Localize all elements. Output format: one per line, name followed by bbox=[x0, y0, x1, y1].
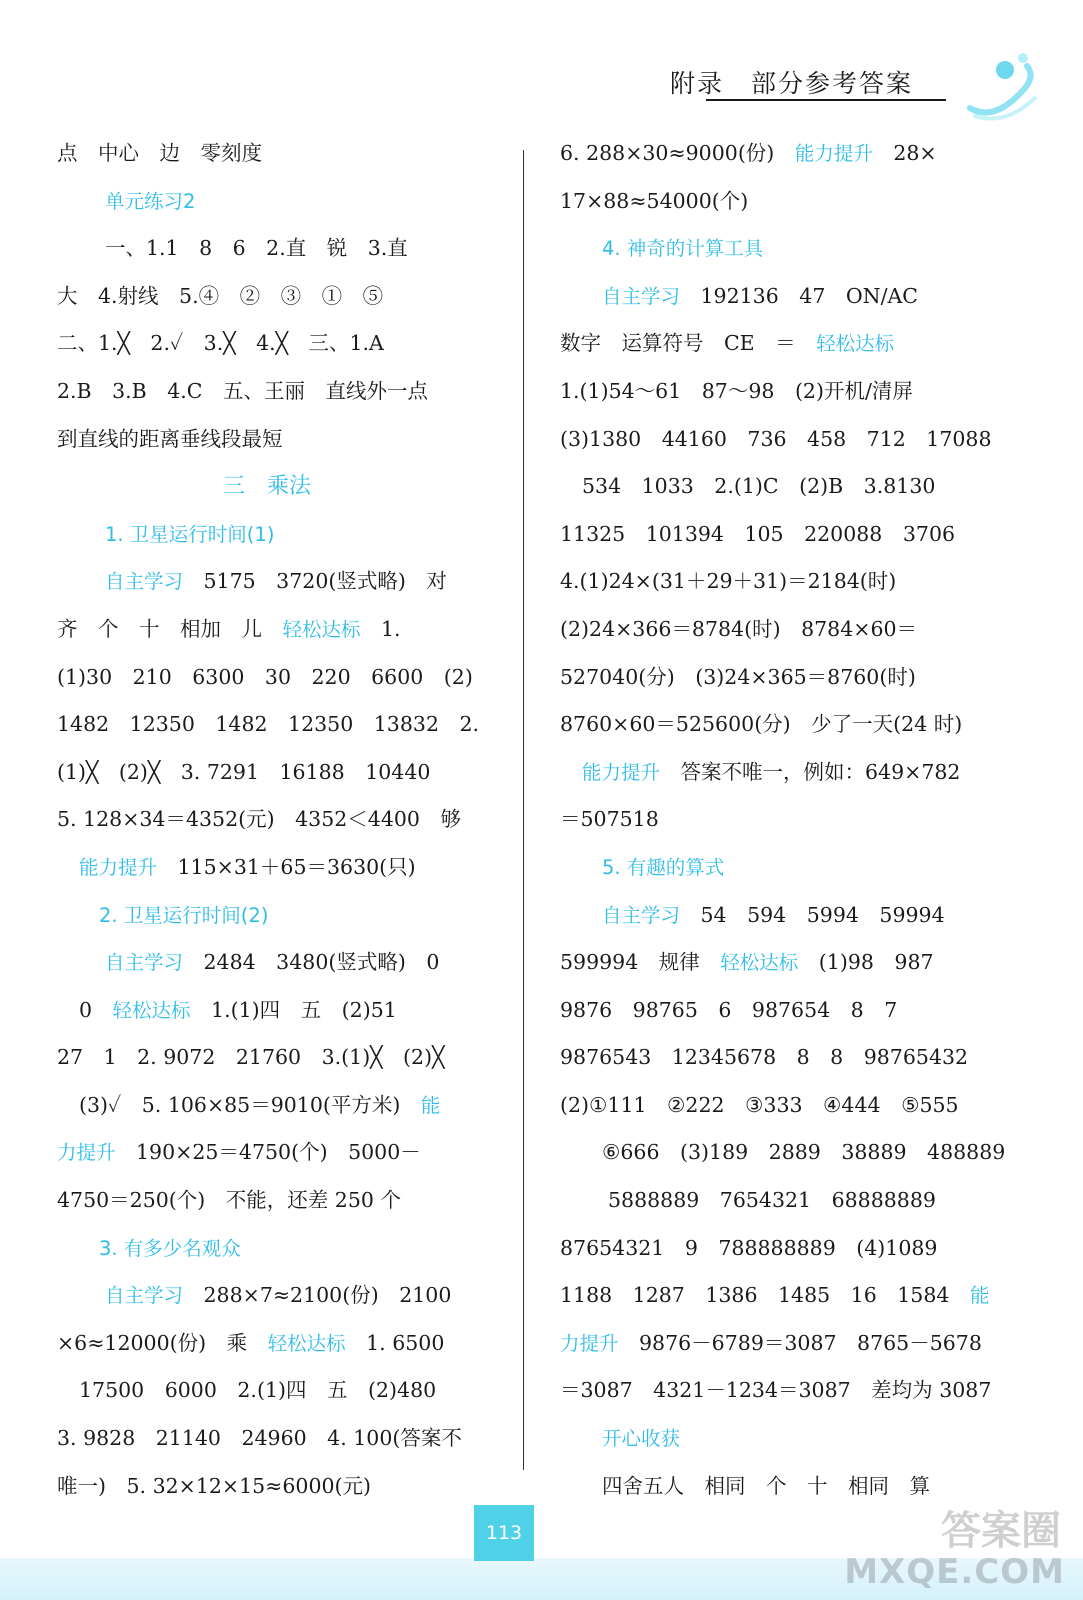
right-column-line bbox=[560, 1367, 992, 1415]
left-column-line bbox=[57, 273, 477, 321]
right-column-line bbox=[560, 130, 980, 178]
answer-text: 8760×60＝525600(分) 少了一天(24 时) bbox=[560, 712, 963, 737]
right-column-line bbox=[560, 987, 980, 1035]
answer-text: 3. 9828 21140 24960 4. 100(答案不 bbox=[57, 1426, 462, 1451]
right-column-line bbox=[560, 606, 980, 654]
highlight-label: 能 bbox=[969, 1284, 990, 1308]
highlight-label: 1. 卫星运行时间(1) bbox=[105, 522, 275, 546]
page-header bbox=[0, 0, 1083, 120]
answer-text: 1188 1287 1386 1485 16 1584 bbox=[560, 1283, 970, 1308]
highlight-label: 能 bbox=[420, 1093, 441, 1117]
highlight-label: 力提升 bbox=[560, 1331, 619, 1355]
highlight-label: 三 乘法 bbox=[222, 474, 311, 500]
right-column-line bbox=[560, 1177, 980, 1225]
answer-text: 6. 288×30≈9000(份) bbox=[560, 141, 795, 165]
left-column-line bbox=[57, 463, 477, 511]
answer-text: 齐 个 十 相加 儿 bbox=[57, 616, 283, 641]
highlight-label: 5. 有趣的算式 bbox=[602, 855, 725, 879]
highlight-label: 轻松达标 bbox=[816, 332, 895, 356]
answer-text: 599994 规律 bbox=[560, 950, 721, 975]
answer-text: ×6≈12000(份) 乘 bbox=[57, 1330, 268, 1355]
right-column-line bbox=[560, 1034, 980, 1082]
highlight-label: 单元练习2 bbox=[105, 189, 196, 213]
left-column-line bbox=[57, 1129, 477, 1177]
highlight-label: 轻松达标 bbox=[282, 617, 361, 641]
answer-text: 四舍五人 相同 个 十 相同 算 bbox=[602, 1473, 930, 1498]
right-column-line bbox=[560, 1129, 1006, 1177]
watermark-line2: MXQE.COM bbox=[844, 1552, 1065, 1592]
highlight-label: 4. 神奇的计算工具 bbox=[602, 237, 764, 261]
watermark-logo bbox=[844, 1502, 1065, 1592]
answer-text: 17×88≈54000(个) bbox=[560, 188, 749, 213]
answer-text: 192136 47 ON/AC bbox=[680, 283, 918, 308]
right-column-line bbox=[560, 463, 980, 511]
answer-text: 大 4.射线 5.④ ② ③ ① ⑤ bbox=[57, 283, 384, 308]
answer-text: 1.(1)54～61 87～98 (2)开机/清屏 bbox=[560, 378, 913, 403]
answer-text: 28× bbox=[872, 141, 937, 165]
answer-text: 二、1.╳ 2.✓ 3.╳ 4.╳ 三、1.A bbox=[57, 331, 384, 356]
highlight-label: 轻松达标 bbox=[720, 951, 799, 975]
answer-text: 答案不唯一，例如：649×782 bbox=[660, 759, 961, 784]
right-column-line bbox=[560, 1082, 980, 1130]
answer-text: 87654321 9 788888889 (4)1089 bbox=[560, 1235, 938, 1260]
highlight-label: 开心收获 bbox=[602, 1427, 681, 1451]
left-column-line bbox=[57, 892, 477, 940]
right-column-line bbox=[560, 844, 980, 892]
answer-text: 9876543 12345678 8 8 98765432 bbox=[560, 1045, 969, 1070]
right-column-line bbox=[560, 1415, 980, 1463]
left-column-line bbox=[57, 511, 477, 559]
right-column-line bbox=[560, 1225, 980, 1273]
answer-text: 27 1 2. 9072 21760 3.(1)╳ (2)╳ bbox=[57, 1045, 445, 1070]
left-column-line bbox=[57, 1463, 477, 1511]
answer-text: 0 bbox=[79, 997, 113, 1022]
left-column-line bbox=[57, 416, 477, 464]
answer-text: 54 594 5994 59994 bbox=[680, 902, 945, 927]
right-column bbox=[560, 130, 1006, 1510]
answer-text: 4750＝250(个) 不能，还差 250 个 bbox=[57, 1188, 401, 1213]
answer-text: 9876－6789＝3087 8765－5678 bbox=[618, 1330, 982, 1355]
left-column-line bbox=[57, 178, 477, 226]
right-column-line bbox=[560, 749, 980, 797]
left-column-line bbox=[57, 1082, 477, 1130]
right-column-line bbox=[560, 558, 980, 606]
left-column-line bbox=[57, 1320, 477, 1368]
highlight-label: 自主学习 bbox=[105, 1284, 184, 1308]
answer-text: 唯一) 5. 32×12×15≈6000(元) bbox=[57, 1473, 372, 1498]
left-column-line bbox=[57, 320, 477, 368]
answer-text: 2.B 3.B 4.C 五、王丽 直线外一点 bbox=[57, 378, 428, 403]
column-divider bbox=[523, 150, 524, 1470]
answer-text: 527040(分) (3)24×365＝8760(时) bbox=[560, 664, 916, 689]
header-rule bbox=[706, 99, 946, 101]
answer-text: 2484 3480(竖式略) 0 bbox=[183, 950, 440, 975]
answer-text: (2)24×366＝8784(时) 8784×60＝ bbox=[560, 616, 918, 641]
answer-text: 9876 98765 6 987654 8 7 bbox=[560, 997, 898, 1022]
answer-text: 1.(1)四 五 (2)51 bbox=[190, 997, 397, 1022]
left-column-line bbox=[57, 844, 477, 892]
answer-text: (1)98 987 bbox=[798, 950, 934, 975]
right-column-line bbox=[560, 939, 980, 987]
answer-text: 288×7≈2100(份) 2100 bbox=[183, 1283, 452, 1308]
swirl-decoration-icon bbox=[965, 48, 1045, 128]
right-column-line bbox=[560, 1272, 990, 1320]
left-column-line bbox=[57, 749, 477, 797]
highlight-label: 自主学习 bbox=[602, 903, 681, 927]
answer-text: 534 1033 2.(1)C (2)B 3.8130 bbox=[582, 474, 936, 499]
left-column-line bbox=[57, 606, 477, 654]
left-column-line bbox=[57, 1272, 477, 1320]
answer-text: 5888889 7654321 68888889 bbox=[608, 1188, 936, 1213]
answer-text: (3)✓ 5. 106×85＝9010(平方米) bbox=[79, 1092, 421, 1117]
answer-text: 到直线的距离垂线段最短 bbox=[57, 426, 283, 451]
answer-text: (3)1380 44160 736 458 712 17088 bbox=[560, 426, 992, 451]
answer-text: 1. 6500 bbox=[345, 1330, 445, 1355]
left-column-line bbox=[57, 130, 477, 178]
answer-text: 1. bbox=[360, 616, 401, 641]
left-column-line bbox=[57, 701, 480, 749]
highlight-label: 自主学习 bbox=[105, 570, 184, 594]
highlight-label: 能力提升 bbox=[582, 760, 661, 784]
left-column-line bbox=[57, 654, 477, 702]
right-column-line bbox=[560, 892, 980, 940]
answer-text: (2)①111 ②222 ③333 ④444 ⑤555 bbox=[560, 1092, 959, 1117]
right-column-line bbox=[560, 273, 980, 321]
answer-text: ⑥666 (3)189 2889 38889 488889 bbox=[602, 1140, 1006, 1165]
right-column-line bbox=[560, 416, 992, 464]
right-column-line bbox=[560, 796, 980, 844]
left-column-line bbox=[57, 1367, 477, 1415]
right-column-line bbox=[560, 320, 980, 368]
answer-text: ＝507518 bbox=[560, 807, 659, 832]
answer-text: (1)30 210 6300 30 220 6600 (2) bbox=[57, 664, 473, 689]
left-column bbox=[57, 130, 480, 1510]
highlight-label: 力提升 bbox=[57, 1141, 116, 1165]
left-column-line bbox=[57, 1034, 477, 1082]
watermark-line1: 答案圈 bbox=[941, 1508, 1061, 1554]
left-column-line bbox=[57, 796, 477, 844]
highlight-label: 能力提升 bbox=[794, 142, 873, 165]
left-column-line bbox=[57, 368, 477, 416]
right-column-line bbox=[560, 178, 980, 226]
answer-text: 点 中心 边 零刻度 bbox=[57, 141, 262, 165]
highlight-label: 轻松达标 bbox=[112, 998, 191, 1022]
answer-text: ＝3087 4321－1234＝3087 差均为 3087 bbox=[560, 1378, 992, 1403]
highlight-label: 2. 卫星运行时间(2) bbox=[99, 903, 269, 927]
left-column-line bbox=[57, 987, 477, 1035]
answer-text: 115×31＋65＝3630(只) bbox=[157, 854, 416, 879]
answer-text: (1)╳ (2)╳ 3. 7291 16188 10440 bbox=[57, 759, 431, 784]
right-column-line bbox=[560, 654, 980, 702]
left-column-line bbox=[57, 939, 477, 987]
left-column-line bbox=[57, 1415, 477, 1463]
highlight-label: 轻松达标 bbox=[267, 1331, 346, 1355]
highlight-label: 能力提升 bbox=[79, 855, 158, 879]
answer-text: 190×25＝4750(个) 5000－ bbox=[115, 1140, 421, 1165]
highlight-label: 3. 有多少名观众 bbox=[99, 1236, 241, 1260]
answer-text: 一、1.1 8 6 2.直 锐 3.直 bbox=[105, 236, 408, 261]
answer-text: 11325 101394 105 220088 3706 bbox=[560, 521, 956, 546]
left-column-line bbox=[57, 1177, 477, 1225]
left-column-line bbox=[57, 558, 477, 606]
right-column-line bbox=[560, 1320, 980, 1368]
right-column-line bbox=[560, 225, 980, 273]
answer-text: 1482 12350 1482 12350 13832 2. bbox=[57, 712, 480, 737]
right-column-line bbox=[560, 511, 980, 559]
right-column-line bbox=[560, 368, 980, 416]
answer-text: 5. 128×34＝4352(元) 4352＜4400 够 bbox=[57, 807, 461, 832]
answer-text: 17500 6000 2.(1)四 五 (2)480 bbox=[79, 1378, 437, 1403]
left-column-line bbox=[57, 225, 477, 273]
header-title: 附录 部分参考答案 bbox=[669, 69, 913, 98]
highlight-label: 自主学习 bbox=[602, 284, 681, 308]
answer-text: 4.(1)24×(31＋29＋31)＝2184(时) bbox=[560, 569, 897, 594]
answer-text: 数字 运算符号 CE ＝ bbox=[560, 331, 817, 356]
right-column-line bbox=[560, 701, 980, 749]
page-number: 113 bbox=[474, 1505, 534, 1561]
answer-text: 5175 3720(竖式略) 对 bbox=[183, 569, 447, 594]
highlight-label: 自主学习 bbox=[105, 951, 184, 975]
left-column-line bbox=[57, 1225, 477, 1273]
